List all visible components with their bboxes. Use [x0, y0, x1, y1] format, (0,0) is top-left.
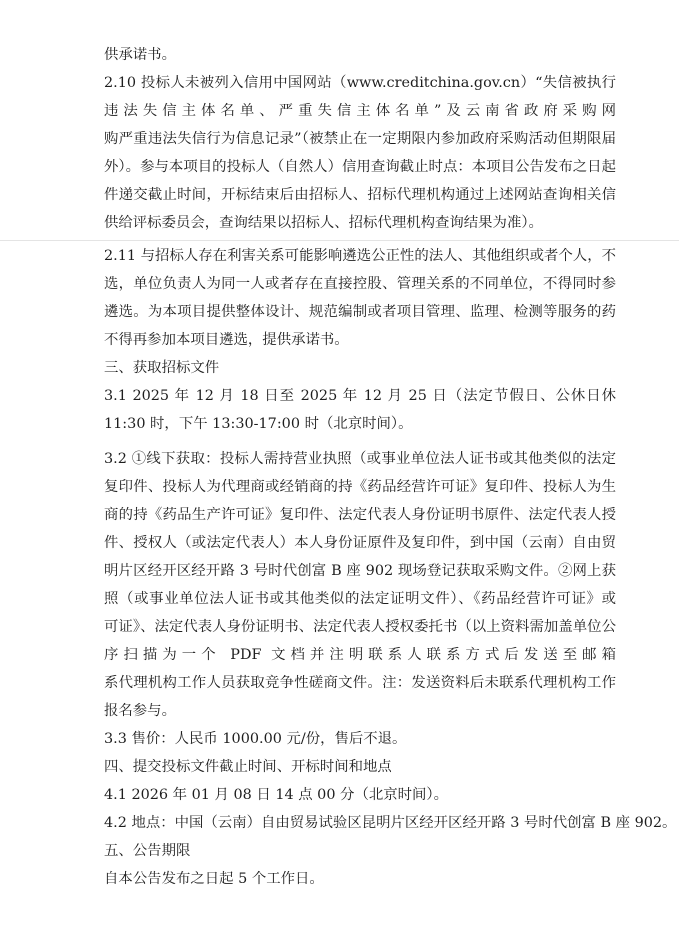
text-line: 违法失信主体名单、严重失信主体名单”及云南省政府采购网: [104, 103, 616, 119]
text-line: 供承诺书。: [104, 47, 176, 63]
text-line: 系代理机构工作人员获取竞争性磋商文件。注：发送资料后未联系代理机构工作: [104, 675, 616, 691]
text-line: 件递交截止时间，开标结束后由招标人、招标代理机构通过上述网站查询相关信: [104, 187, 616, 203]
text-line: 报名参与。: [104, 703, 176, 719]
text-line: 2.11 与招标人存在利害关系可能影响遴选公正性的法人、其他组织或者个人，不: [104, 248, 616, 264]
text-line: 商的持《药品生产许可证》复印件、法定代表人身份证明书原件、法定代表人授: [104, 507, 616, 523]
text-line: 3.3 售价：人民币 1000.00 元/份，售后不退。: [104, 731, 407, 747]
text-line: 可证》、法定代表人身份证明书、法定代表人授权委托书（以上资料需加盖单位公: [104, 619, 616, 635]
text-line: 件、授权人（或法定代表人）本人身份证原件及复印件，到中国（云南）自由贸: [104, 535, 616, 551]
text-line: 4.1 2026 年 01 月 08 日 14 点 00 分（北京时间）。: [104, 787, 448, 803]
text-line: 不得再参加本项目遴选，提供承诺书。: [104, 332, 349, 348]
text-line: 选，单位负责人为同一人或者存在直接控股、管理关系的不同单位，不得同时参: [104, 276, 616, 292]
text-line: 复印件、投标人为代理商或经销商的持《药品经营许可证》复印件、投标人为生: [104, 479, 616, 495]
text-line: 明片区经开区经开路 3 号时代创富 B 座 902 现场登记获取采购文件。②网上获: [104, 563, 616, 579]
text-line: 11:30 时，下午 13:30-17:00 时（北京时间）。: [104, 416, 413, 432]
text-line: 3.2 ①线下获取：投标人需持营业执照（或事业单位法人证书或其他类似的法定: [104, 451, 616, 467]
text-line: 自本公告发布之日起 5 个工作日。: [104, 871, 324, 887]
text-line: 遴选。为本项目提供整体设计、规范编制或者项目管理、监理、检测等服务的药: [104, 304, 616, 320]
text-line: 2.10 投标人未被列入信用中国网站（www.creditchina.gov.cn）“失信被执行: [104, 75, 616, 91]
text-line: 照（或事业单位法人证书或其他类似的法定证明文件）、《药品经营许可证》或: [104, 591, 616, 607]
text-line: 4.2 地点：中国（云南）自由贸易试验区昆明片区经开区经开路 3 号时代创富 B 座 902。: [104, 815, 677, 831]
text-line: 序扫描为一个 PDF 文档并注明联系人联系方式后发送至邮箱: [104, 647, 616, 663]
text-line: 购严重违法失信行为信息记录”（被禁止在一定期限内参加政府采购活动但期限届: [104, 131, 616, 147]
document-page: [104, 41, 677, 893]
text-line: 供给评标委员会，查询结果以招标人、招标代理机构查询结果为准）。: [104, 215, 543, 231]
section-heading: 三、获取招标文件: [104, 360, 220, 376]
section-heading: 四、提交投标文件截止时间、开标时间和地点: [104, 759, 392, 775]
text-line: 外）。参与本项目的投标人（自然人）信用查询截止时点：本项目公告发布之日起: [104, 159, 616, 175]
section-heading: 五、公告期限: [104, 843, 191, 859]
text-line: 3.1 2025 年 12 月 18 日至 2025 年 12 月 25 日（法定节假日、公休日休: [104, 388, 616, 404]
